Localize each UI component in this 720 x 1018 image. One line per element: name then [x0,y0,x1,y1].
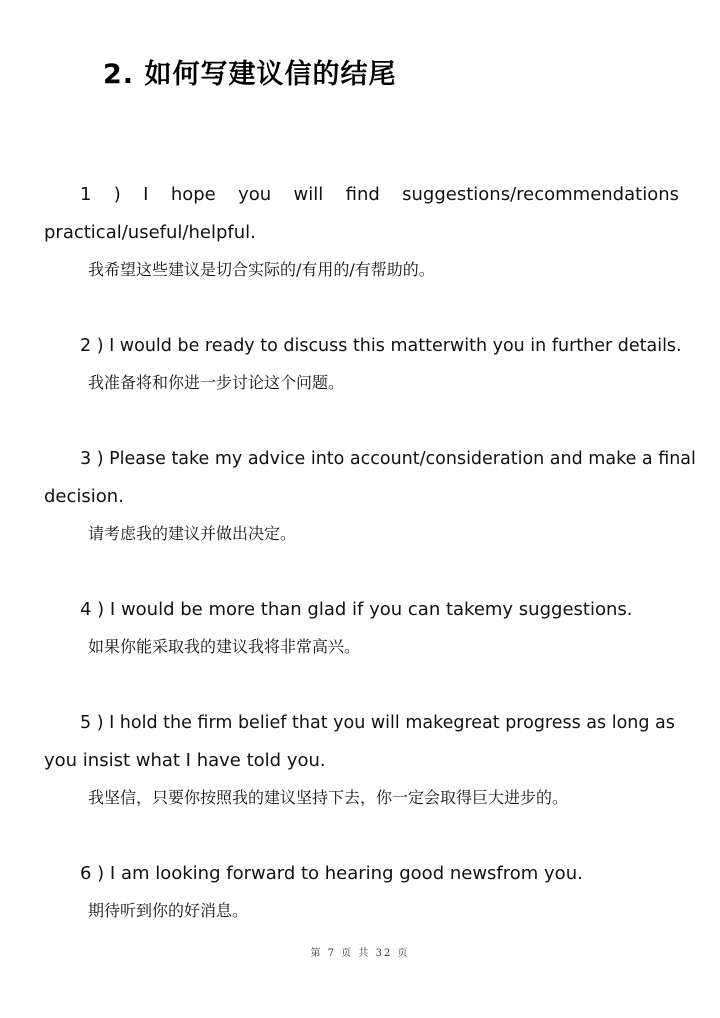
page-footer: 第 7 页 共 32 页 [310,948,410,959]
item-6-english-line-1: 6 ) I am looking forward to hearing good newsfrom you. [80,863,583,884]
item-4-english-line-1: 4 ) I would be more than glad if you can takemy suggestions. [80,599,633,620]
item-2-chinese-translation: 我准备将和你进一步讨论这个问题。 [88,373,345,392]
item-3-english-line-1: 3 ) Please take my advice into account/consideration and make a final [80,449,696,469]
item-4-chinese-translation: 如果你能采取我的建议我将非常高兴。 [88,637,361,656]
item-5-chinese-translation: 我坚信，只要你按照我的建议坚持下去，你一定会取得巨大进步的。 [88,788,569,807]
item-3-english-line-2: decision. [44,486,124,507]
section-heading: 2. 如何写建议信的结尾 [103,59,397,90]
item-2-english-line-1: 2 ) I would be ready to discuss this matterwith you in further details. [80,336,682,356]
item-6-chinese-translation: 期待听到你的好消息。 [88,901,249,920]
item-5-english-line-1: 5 ) I hold the firm belief that you will makegreat progress as long as [80,713,675,733]
item-1-english-line-2: practical/useful/helpful. [44,222,256,243]
item-5-english-line-2: you insist what I have told you. [44,750,326,771]
item-1-english-line-1: 1 ) I hope you will find suggestions/recommendations [80,184,679,205]
item-3-chinese-translation: 请考虑我的建议并做出决定。 [88,524,297,543]
item-1-chinese-translation: 我希望这些建议是切合实际的/有用的/有帮助的。 [88,260,435,279]
